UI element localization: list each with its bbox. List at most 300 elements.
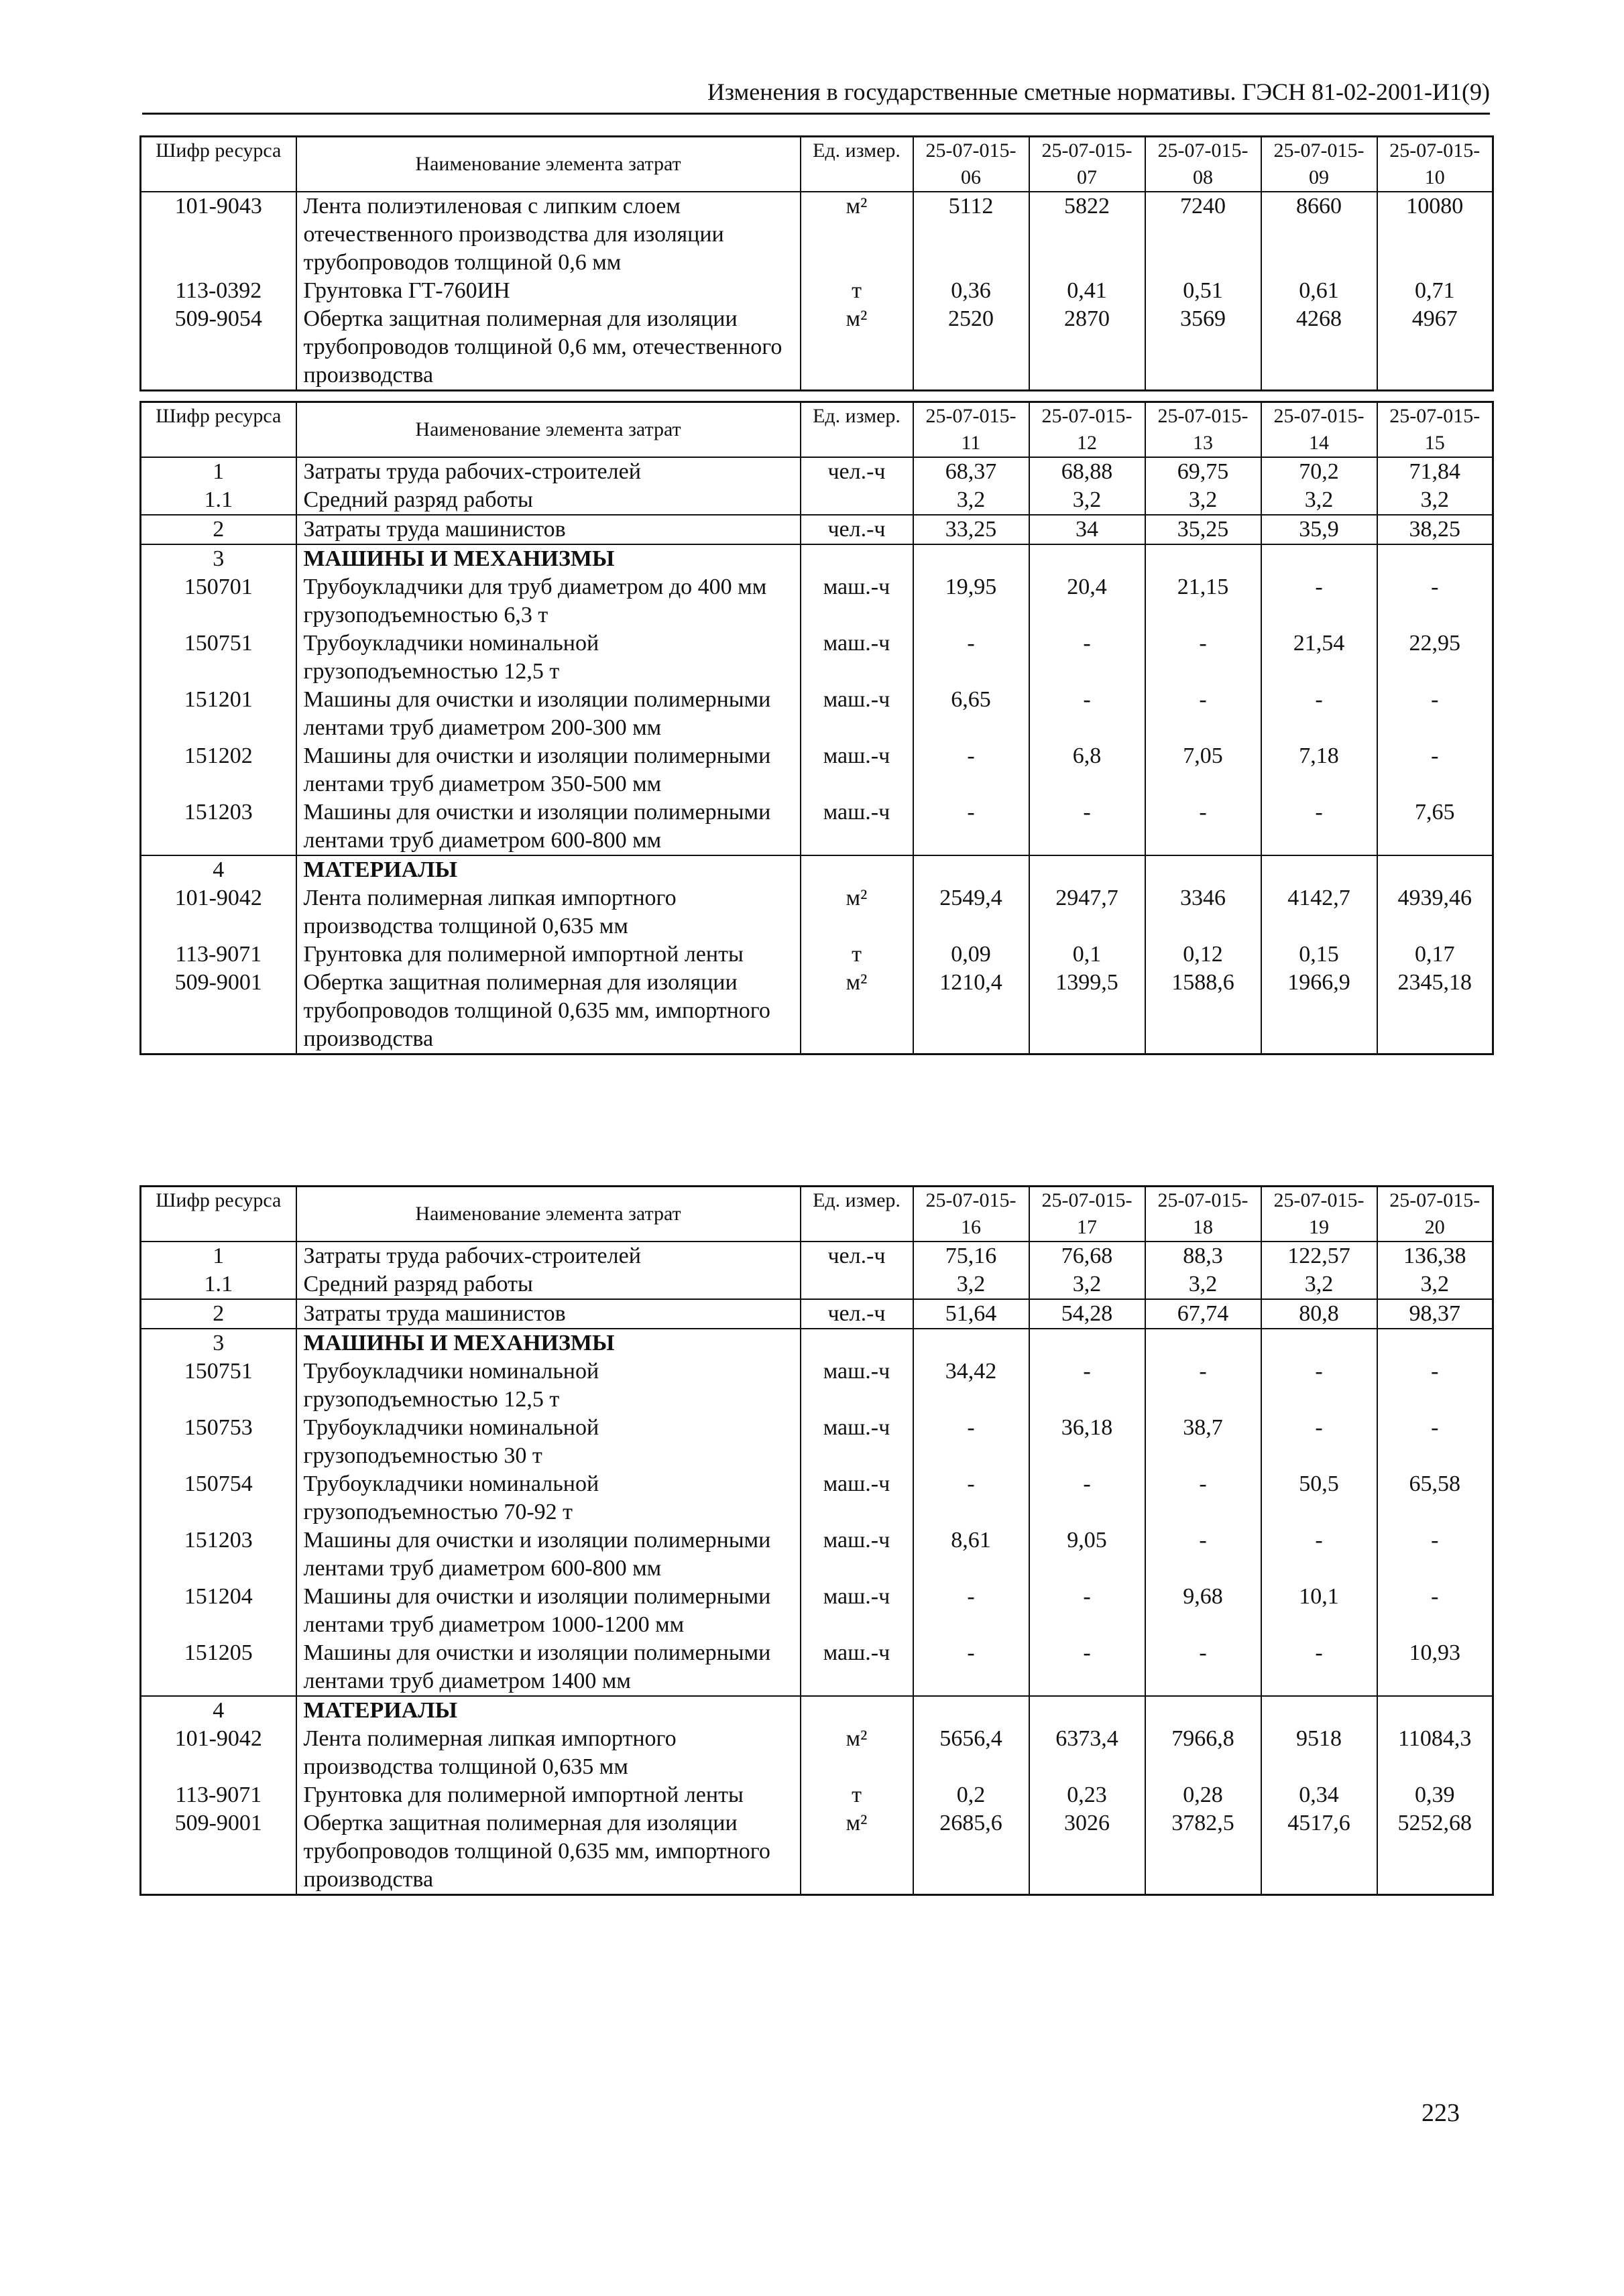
norm-value: 0,41: [1029, 277, 1145, 305]
resource-name: Обертка защитная полимерная для изоляции трубопроводов толщиной 0,6 мм, отечественного производства: [296, 305, 801, 391]
unit: маш.-ч: [801, 1639, 913, 1696]
norm-value: -: [1029, 1639, 1145, 1696]
resource-name: МАТЕРИАЛЫ: [296, 1696, 801, 1725]
table-row: [141, 1470, 1493, 1526]
norm-value: 3,2: [1029, 486, 1145, 515]
norm-value: 9,05: [1029, 1526, 1145, 1583]
norm-table-3: [139, 1185, 1494, 1896]
norm-value: -: [1377, 1583, 1493, 1639]
resource-name: Трубоукладчики номинальной грузоподъемностью 30 т: [296, 1414, 801, 1470]
resource-code: 4: [141, 1696, 296, 1725]
norm-value: 88,3: [1145, 1242, 1261, 1270]
header-norm-code: 25-07-015-07: [1029, 137, 1145, 192]
norm-value: -: [1377, 1357, 1493, 1414]
resource-name: Машины для очистки и изоляции полимерными лентами труб диаметром 600-800 мм: [296, 1526, 801, 1583]
resource-code: 4: [141, 855, 296, 884]
resource-name: Трубоукладчики номинальной грузоподъемностью 12,5 т: [296, 629, 801, 686]
norm-value: -: [1145, 1526, 1261, 1583]
norm-table-1: [139, 135, 1494, 391]
norm-value: 2520: [913, 305, 1029, 391]
unit: маш.-ч: [801, 798, 913, 855]
norm-value: 35,9: [1261, 515, 1377, 544]
norm-value: [1377, 1329, 1493, 1357]
table-row: [141, 1270, 1493, 1299]
page-header: Изменения в государственные сметные нормативы. ГЭСН 81-02-2001-И1(9): [142, 71, 1490, 115]
resource-name: Машины для очистки и изоляции полимерными лентами труб диаметром 200-300 мм: [296, 686, 801, 742]
unit: маш.-ч: [801, 742, 913, 798]
norm-value: -: [1029, 1357, 1145, 1414]
table-row: [141, 884, 1493, 941]
table-row: [141, 277, 1493, 305]
unit: м²: [801, 1809, 913, 1895]
table-row: [141, 192, 1493, 277]
norm-value: -: [1145, 1357, 1261, 1414]
norm-value: 21,15: [1145, 573, 1261, 629]
table-row: [141, 1725, 1493, 1781]
unit: маш.-ч: [801, 686, 913, 742]
unit: м²: [801, 969, 913, 1054]
norm-value: 2685,6: [913, 1809, 1029, 1895]
header-norm-code: 25-07-015-12: [1029, 402, 1145, 458]
unit: м²: [801, 192, 913, 277]
norm-value: [1377, 544, 1493, 573]
resource-code: 113-9071: [141, 1781, 296, 1809]
norm-value: 0,12: [1145, 941, 1261, 969]
resource-code: 2: [141, 1299, 296, 1329]
resource-code: 101-9042: [141, 884, 296, 941]
norm-value: 1210,4: [913, 969, 1029, 1054]
norm-value: 11084,3: [1377, 1725, 1493, 1781]
norm-value: 70,2: [1261, 457, 1377, 486]
norm-value: 68,37: [913, 457, 1029, 486]
norm-value: 8660: [1261, 192, 1377, 277]
resource-name: Машины для очистки и изоляции полимерными лентами труб диаметром 600-800 мм: [296, 798, 801, 855]
norm-value: -: [1261, 1357, 1377, 1414]
norm-value: [913, 1696, 1029, 1725]
norm-value: 3,2: [1377, 486, 1493, 515]
header-norm-code: 25-07-015-18: [1145, 1187, 1261, 1242]
norm-value: -: [1261, 573, 1377, 629]
unit: м²: [801, 884, 913, 941]
norm-value: -: [1145, 1639, 1261, 1696]
norm-value: 50,5: [1261, 1470, 1377, 1526]
unit: т: [801, 941, 913, 969]
norm-value: -: [1145, 1470, 1261, 1526]
unit: маш.-ч: [801, 573, 913, 629]
norm-value: -: [1377, 742, 1493, 798]
section-row: [141, 855, 1493, 884]
norm-value: 34: [1029, 515, 1145, 544]
resource-name: МАТЕРИАЛЫ: [296, 855, 801, 884]
norm-value: -: [1029, 1583, 1145, 1639]
norm-value: 5112: [913, 192, 1029, 277]
unit: [801, 486, 913, 515]
norm-value: 3,2: [913, 486, 1029, 515]
norm-value: 0,2: [913, 1781, 1029, 1809]
resource-code: 1.1: [141, 486, 296, 515]
norm-value: 10,93: [1377, 1639, 1493, 1696]
header-norm-code: 25-07-015-10: [1377, 137, 1493, 192]
header-norm-code: 25-07-015-08: [1145, 137, 1261, 192]
header-norm-code: 25-07-015-15: [1377, 402, 1493, 458]
norm-value: 0,17: [1377, 941, 1493, 969]
norm-value: 0,1: [1029, 941, 1145, 969]
norm-value: 7,05: [1145, 742, 1261, 798]
resource-name: Лента полимерная липкая импортного производства толщиной 0,635 мм: [296, 884, 801, 941]
norm-value: 71,84: [1377, 457, 1493, 486]
norm-value: [1261, 544, 1377, 573]
resource-code: 1: [141, 457, 296, 486]
norm-value: -: [1261, 1414, 1377, 1470]
norm-value: [1029, 1329, 1145, 1357]
norm-value: 6373,4: [1029, 1725, 1145, 1781]
resource-code: 101-9043: [141, 192, 296, 277]
resource-code: 150753: [141, 1414, 296, 1470]
resource-code: 113-9071: [141, 941, 296, 969]
header-code: Шифр ресурса: [141, 1187, 296, 1242]
norm-value: 10,1: [1261, 1583, 1377, 1639]
resource-code: 150701: [141, 573, 296, 629]
norm-value: 1966,9: [1261, 969, 1377, 1054]
norm-value: [1145, 544, 1261, 573]
norm-value: 7966,8: [1145, 1725, 1261, 1781]
norm-value: 4939,46: [1377, 884, 1493, 941]
norm-value: 136,38: [1377, 1242, 1493, 1270]
resource-name: Лента полимерная липкая импортного производства толщиной 0,635 мм: [296, 1725, 801, 1781]
norm-value: 3346: [1145, 884, 1261, 941]
norm-value: 2870: [1029, 305, 1145, 391]
header-name: Наименование элемента затрат: [296, 137, 801, 192]
header-norm-code: 25-07-015-19: [1261, 1187, 1377, 1242]
norm-value: -: [1377, 573, 1493, 629]
resource-name: Лента полиэтиленовая с липким слоем отечественного производства для изоляции трубопроводов толщиной 0,6 мм: [296, 192, 801, 277]
unit: чел.-ч: [801, 1299, 913, 1329]
norm-value: 4268: [1261, 305, 1377, 391]
resource-name: Трубоукладчики номинальной грузоподъемностью 70-92 т: [296, 1470, 801, 1526]
norm-value: -: [913, 1470, 1029, 1526]
table-row: [141, 305, 1493, 391]
unit: чел.-ч: [801, 515, 913, 544]
resource-name: МАШИНЫ И МЕХАНИЗМЫ: [296, 544, 801, 573]
norm-value: -: [913, 629, 1029, 686]
norm-value: 36,18: [1029, 1414, 1145, 1470]
norm-value: -: [1377, 686, 1493, 742]
norm-value: [1377, 1696, 1493, 1725]
norm-value: [913, 855, 1029, 884]
unit: маш.-ч: [801, 1414, 913, 1470]
resource-code: 150751: [141, 629, 296, 686]
header-unit: Ед. измер.: [801, 137, 913, 192]
norm-value: [1145, 855, 1261, 884]
resource-code: 2: [141, 515, 296, 544]
norm-value: -: [1261, 686, 1377, 742]
norm-value: [1029, 544, 1145, 573]
header-norm-code: 25-07-015-20: [1377, 1187, 1493, 1242]
header-unit: Ед. измер.: [801, 402, 913, 458]
header-norm-code: 25-07-015-16: [913, 1187, 1029, 1242]
norm-value: -: [1377, 1414, 1493, 1470]
norm-value: [1377, 855, 1493, 884]
norm-value: 68,88: [1029, 457, 1145, 486]
resource-code: 509-9001: [141, 969, 296, 1054]
unit: [801, 1270, 913, 1299]
norm-value: [1261, 855, 1377, 884]
resource-name: Обертка защитная полимерная для изоляции трубопроводов толщиной 0,635 мм, импортного производства: [296, 1809, 801, 1895]
table-row: [141, 1809, 1493, 1895]
unit: т: [801, 277, 913, 305]
resource-name: Средний разряд работы: [296, 486, 801, 515]
section-row: [141, 544, 1493, 573]
norm-value: 3,2: [1145, 486, 1261, 515]
norm-value: 0,51: [1145, 277, 1261, 305]
norm-value: 5252,68: [1377, 1809, 1493, 1895]
unit: чел.-ч: [801, 457, 913, 486]
norm-value: -: [1145, 686, 1261, 742]
resource-name: Обертка защитная полимерная для изоляции трубопроводов толщиной 0,635 мм, импортного производства: [296, 969, 801, 1054]
table-row: [141, 941, 1493, 969]
table-row: [141, 1639, 1493, 1696]
norm-value: 65,58: [1377, 1470, 1493, 1526]
table-row: [141, 486, 1493, 515]
norm-value: 54,28: [1029, 1299, 1145, 1329]
resource-code: 101-9042: [141, 1725, 296, 1781]
header-norm-code: 25-07-015-17: [1029, 1187, 1145, 1242]
norm-value: [1261, 1696, 1377, 1725]
table-row: [141, 742, 1493, 798]
table-row: [141, 1781, 1493, 1809]
norm-value: 38,7: [1145, 1414, 1261, 1470]
norm-value: 3026: [1029, 1809, 1145, 1895]
unit: маш.-ч: [801, 1583, 913, 1639]
unit: маш.-ч: [801, 1526, 913, 1583]
norm-value: -: [913, 1639, 1029, 1696]
norm-value: 20,4: [1029, 573, 1145, 629]
norm-value: 3,2: [1261, 1270, 1377, 1299]
unit: маш.-ч: [801, 1470, 913, 1526]
resource-name: Машины для очистки и изоляции полимерными лентами труб диаметром 1400 мм: [296, 1639, 801, 1696]
norm-value: 34,42: [913, 1357, 1029, 1414]
norm-value: -: [1029, 798, 1145, 855]
resource-name: Затраты труда рабочих-строителей: [296, 1242, 801, 1270]
section-row: [141, 1329, 1493, 1357]
norm-value: 8,61: [913, 1526, 1029, 1583]
norm-table-2: [139, 401, 1494, 1055]
norm-value: -: [1377, 1526, 1493, 1583]
resource-code: 151203: [141, 1526, 296, 1583]
norm-value: [1145, 1696, 1261, 1725]
norm-value: 2947,7: [1029, 884, 1145, 941]
norm-value: 5656,4: [913, 1725, 1029, 1781]
table-row: [141, 686, 1493, 742]
header-norm-code: 25-07-015-11: [913, 402, 1029, 458]
table-row: [141, 1242, 1493, 1270]
header-norm-code: 25-07-015-09: [1261, 137, 1377, 192]
norm-value: 0,23: [1029, 1781, 1145, 1809]
norm-value: -: [1145, 629, 1261, 686]
resource-name: Грунтовка для полимерной импортной ленты: [296, 1781, 801, 1809]
resource-code: 151201: [141, 686, 296, 742]
resource-code: 150751: [141, 1357, 296, 1414]
norm-value: 2345,18: [1377, 969, 1493, 1054]
table-header-row: [141, 137, 1493, 192]
norm-value: 22,95: [1377, 629, 1493, 686]
header-code: Шифр ресурса: [141, 137, 296, 192]
norm-value: -: [913, 1414, 1029, 1470]
header-unit: Ед. измер.: [801, 1187, 913, 1242]
norm-value: 19,95: [913, 573, 1029, 629]
resource-code: 509-9001: [141, 1809, 296, 1895]
norm-value: -: [1145, 798, 1261, 855]
norm-value: 122,57: [1261, 1242, 1377, 1270]
header-norm-code: 25-07-015-13: [1145, 402, 1261, 458]
resource-code: 509-9054: [141, 305, 296, 391]
table-row: [141, 1526, 1493, 1583]
resource-code: 3: [141, 544, 296, 573]
norm-value: 9518: [1261, 1725, 1377, 1781]
norm-value: 0,39: [1377, 1781, 1493, 1809]
section-row: [141, 1696, 1493, 1725]
unit: [801, 544, 913, 573]
norm-value: 0,09: [913, 941, 1029, 969]
resource-name: Трубоукладчики для труб диаметром до 400 мм грузоподъемностью 6,3 т: [296, 573, 801, 629]
resource-code: 151205: [141, 1639, 296, 1696]
table-row: [141, 515, 1493, 544]
table-row: [141, 798, 1493, 855]
table-row: [141, 629, 1493, 686]
table-row: [141, 457, 1493, 486]
resource-name: Затраты труда рабочих-строителей: [296, 457, 801, 486]
resource-code: 3: [141, 1329, 296, 1357]
table-row: [141, 969, 1493, 1054]
norm-value: 0,15: [1261, 941, 1377, 969]
unit: м²: [801, 1725, 913, 1781]
norm-value: 1588,6: [1145, 969, 1261, 1054]
norm-value: 6,65: [913, 686, 1029, 742]
resource-name: Затраты труда машинистов: [296, 515, 801, 544]
resource-name: Грунтовка ГТ-760ИН: [296, 277, 801, 305]
norm-value: -: [1029, 686, 1145, 742]
norm-value: 69,75: [1145, 457, 1261, 486]
norm-value: 98,37: [1377, 1299, 1493, 1329]
resource-code: 1.1: [141, 1270, 296, 1299]
unit: [801, 855, 913, 884]
resource-code: 151202: [141, 742, 296, 798]
norm-value: 4517,6: [1261, 1809, 1377, 1895]
norm-value: 3,2: [1145, 1270, 1261, 1299]
table-row: [141, 1299, 1493, 1329]
norm-value: 3782,5: [1145, 1809, 1261, 1895]
unit: маш.-ч: [801, 629, 913, 686]
norm-value: 7240: [1145, 192, 1261, 277]
norm-value: 4142,7: [1261, 884, 1377, 941]
norm-value: 38,25: [1377, 515, 1493, 544]
norm-value: 7,18: [1261, 742, 1377, 798]
norm-value: [1145, 1329, 1261, 1357]
resource-code: 150754: [141, 1470, 296, 1526]
table-header-row: [141, 1187, 1493, 1242]
resource-name: Машины для очистки и изоляции полимерными лентами труб диаметром 1000-1200 мм: [296, 1583, 801, 1639]
norm-value: 3,2: [1261, 486, 1377, 515]
norm-value: [913, 544, 1029, 573]
header-code: Шифр ресурса: [141, 402, 296, 458]
header-norm-code: 25-07-015-14: [1261, 402, 1377, 458]
norm-value: 1399,5: [1029, 969, 1145, 1054]
norm-value: 0,61: [1261, 277, 1377, 305]
norm-value: 67,74: [1145, 1299, 1261, 1329]
norm-value: 7,65: [1377, 798, 1493, 855]
norm-value: 0,36: [913, 277, 1029, 305]
norm-value: 10080: [1377, 192, 1493, 277]
table-row: [141, 573, 1493, 629]
resource-code: 151204: [141, 1583, 296, 1639]
resource-code: 113-0392: [141, 277, 296, 305]
norm-value: 76,68: [1029, 1242, 1145, 1270]
norm-value: -: [913, 798, 1029, 855]
resource-name: Машины для очистки и изоляции полимерными лентами труб диаметром 350-500 мм: [296, 742, 801, 798]
norm-value: -: [913, 742, 1029, 798]
norm-value: 3,2: [1377, 1270, 1493, 1299]
norm-value: -: [913, 1583, 1029, 1639]
page-number: 223: [1422, 2099, 1460, 2127]
norm-value: 0,71: [1377, 277, 1493, 305]
norm-value: 5822: [1029, 192, 1145, 277]
norm-value: 21,54: [1261, 629, 1377, 686]
norm-value: 2549,4: [913, 884, 1029, 941]
norm-value: 4967: [1377, 305, 1493, 391]
norm-value: -: [1029, 1470, 1145, 1526]
table-row: [141, 1357, 1493, 1414]
resource-name: Средний разряд работы: [296, 1270, 801, 1299]
norm-value: -: [1029, 629, 1145, 686]
unit: маш.-ч: [801, 1357, 913, 1414]
norm-value: [913, 1329, 1029, 1357]
norm-value: 3,2: [1029, 1270, 1145, 1299]
unit: [801, 1329, 913, 1357]
resource-name: МАШИНЫ И МЕХАНИЗМЫ: [296, 1329, 801, 1357]
header-name: Наименование элемента затрат: [296, 402, 801, 458]
unit: м²: [801, 305, 913, 391]
norm-value: [1029, 855, 1145, 884]
unit: [801, 1696, 913, 1725]
norm-value: 0,28: [1145, 1781, 1261, 1809]
resource-code: 151203: [141, 798, 296, 855]
norm-value: 0,34: [1261, 1781, 1377, 1809]
resource-name: Грунтовка для полимерной импортной ленты: [296, 941, 801, 969]
norm-value: 80,8: [1261, 1299, 1377, 1329]
norm-value: 35,25: [1145, 515, 1261, 544]
table-row: [141, 1414, 1493, 1470]
unit: т: [801, 1781, 913, 1809]
norm-value: 3,2: [913, 1270, 1029, 1299]
table-row: [141, 1583, 1493, 1639]
header-name: Наименование элемента затрат: [296, 1187, 801, 1242]
norm-value: -: [1261, 1639, 1377, 1696]
resource-code: 1: [141, 1242, 296, 1270]
norm-value: [1029, 1696, 1145, 1725]
norm-value: 51,64: [913, 1299, 1029, 1329]
norm-value: 75,16: [913, 1242, 1029, 1270]
norm-value: 9,68: [1145, 1583, 1261, 1639]
norm-value: [1261, 1329, 1377, 1357]
table-header-row: [141, 402, 1493, 458]
norm-value: 3569: [1145, 305, 1261, 391]
norm-value: -: [1261, 798, 1377, 855]
norm-value: 6,8: [1029, 742, 1145, 798]
resource-name: Трубоукладчики номинальной грузоподъемностью 12,5 т: [296, 1357, 801, 1414]
unit: чел.-ч: [801, 1242, 913, 1270]
resource-name: Затраты труда машинистов: [296, 1299, 801, 1329]
header-norm-code: 25-07-015-06: [913, 137, 1029, 192]
